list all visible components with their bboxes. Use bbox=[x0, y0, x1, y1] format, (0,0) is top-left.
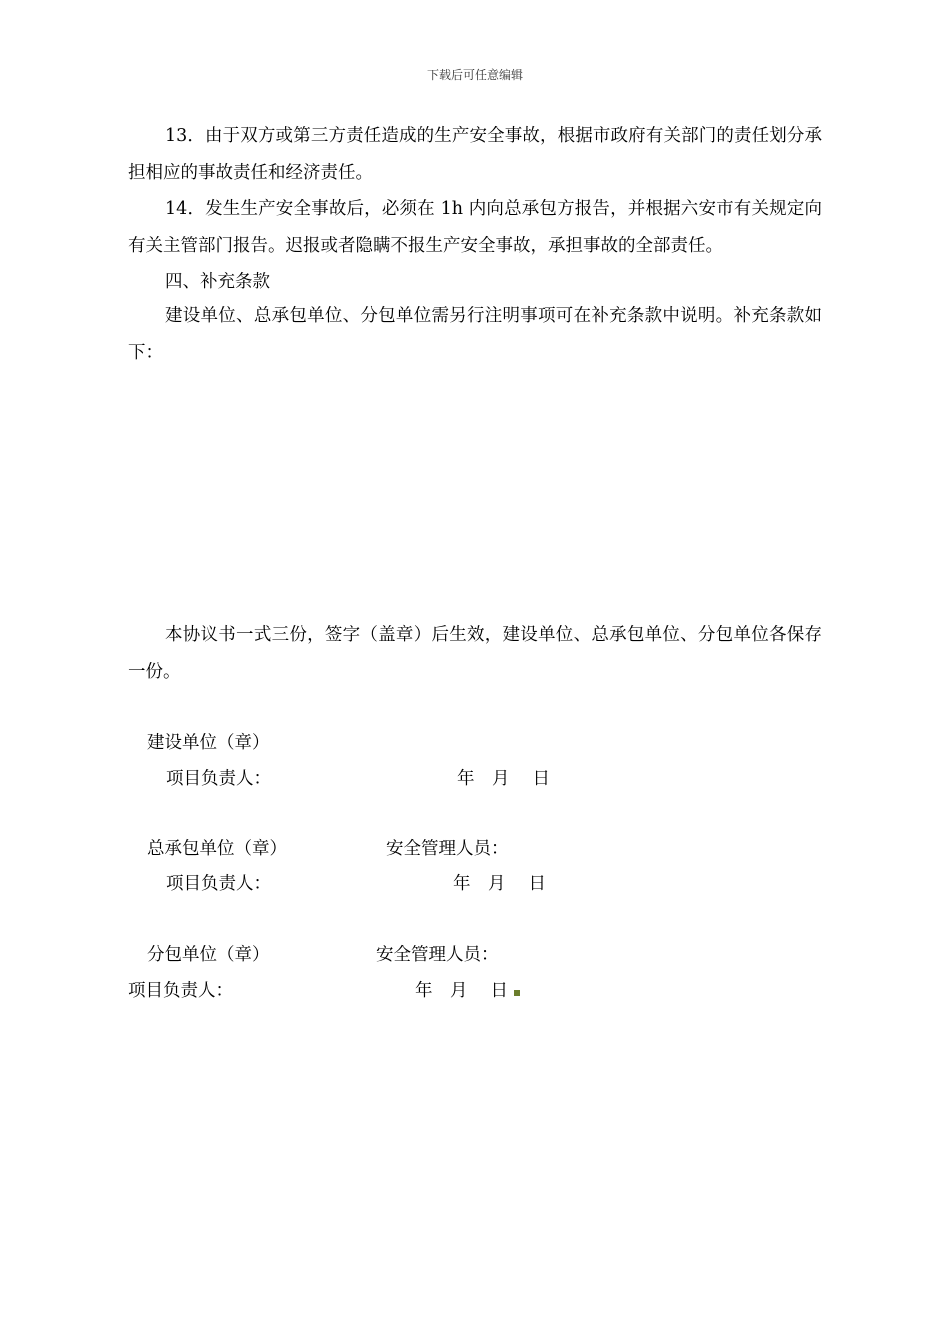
project-leader-label-1: 项目负责人： bbox=[166, 769, 271, 789]
safety-manager-label-2: 安全管理人员： bbox=[376, 945, 499, 965]
clause-14: 14．发生生产安全事故后，必须在 1h 内向总承包方报告，并根据六安市有关规定向有关主管部门报告。迟报或者隐瞒不报生产安全事故，承担事故的全部责任。 bbox=[128, 199, 822, 256]
date-field-3: 年 月 日 bbox=[415, 981, 509, 1001]
section-4-title: 四、补充条款 bbox=[165, 272, 270, 292]
page-header: 下载后可任意编辑 bbox=[426, 68, 523, 82]
subcontractor-label: 分包单位（章） bbox=[147, 945, 270, 965]
project-leader-label-3: 项目负责人： bbox=[128, 981, 233, 1001]
project-leader-label-2: 项目负责人： bbox=[166, 874, 271, 894]
section-4-text: 建设单位、总承包单位、分包单位需另行注明事项可在补充条款中说明。补充条款如下： bbox=[128, 306, 822, 363]
construction-unit-label: 建设单位（章） bbox=[147, 733, 270, 753]
closing-paragraph: 本协议书一式三份，签字（盖章）后生效，建设单位、总承包单位、分包单位各保存一份。 bbox=[128, 625, 822, 682]
date-field-1: 年 月 日 bbox=[457, 769, 551, 789]
date-field-2: 年 月 日 bbox=[453, 874, 547, 894]
safety-manager-label-1: 安全管理人员： bbox=[386, 839, 509, 859]
general-contractor-label: 总承包单位（章） bbox=[147, 839, 287, 859]
paragraph-marker-icon bbox=[514, 990, 520, 996]
clause-13: 13．由于双方或第三方责任造成的生产安全事故，根据市政府有关部门的责任划分承担相应的事故责任和经济责任。 bbox=[128, 126, 822, 183]
